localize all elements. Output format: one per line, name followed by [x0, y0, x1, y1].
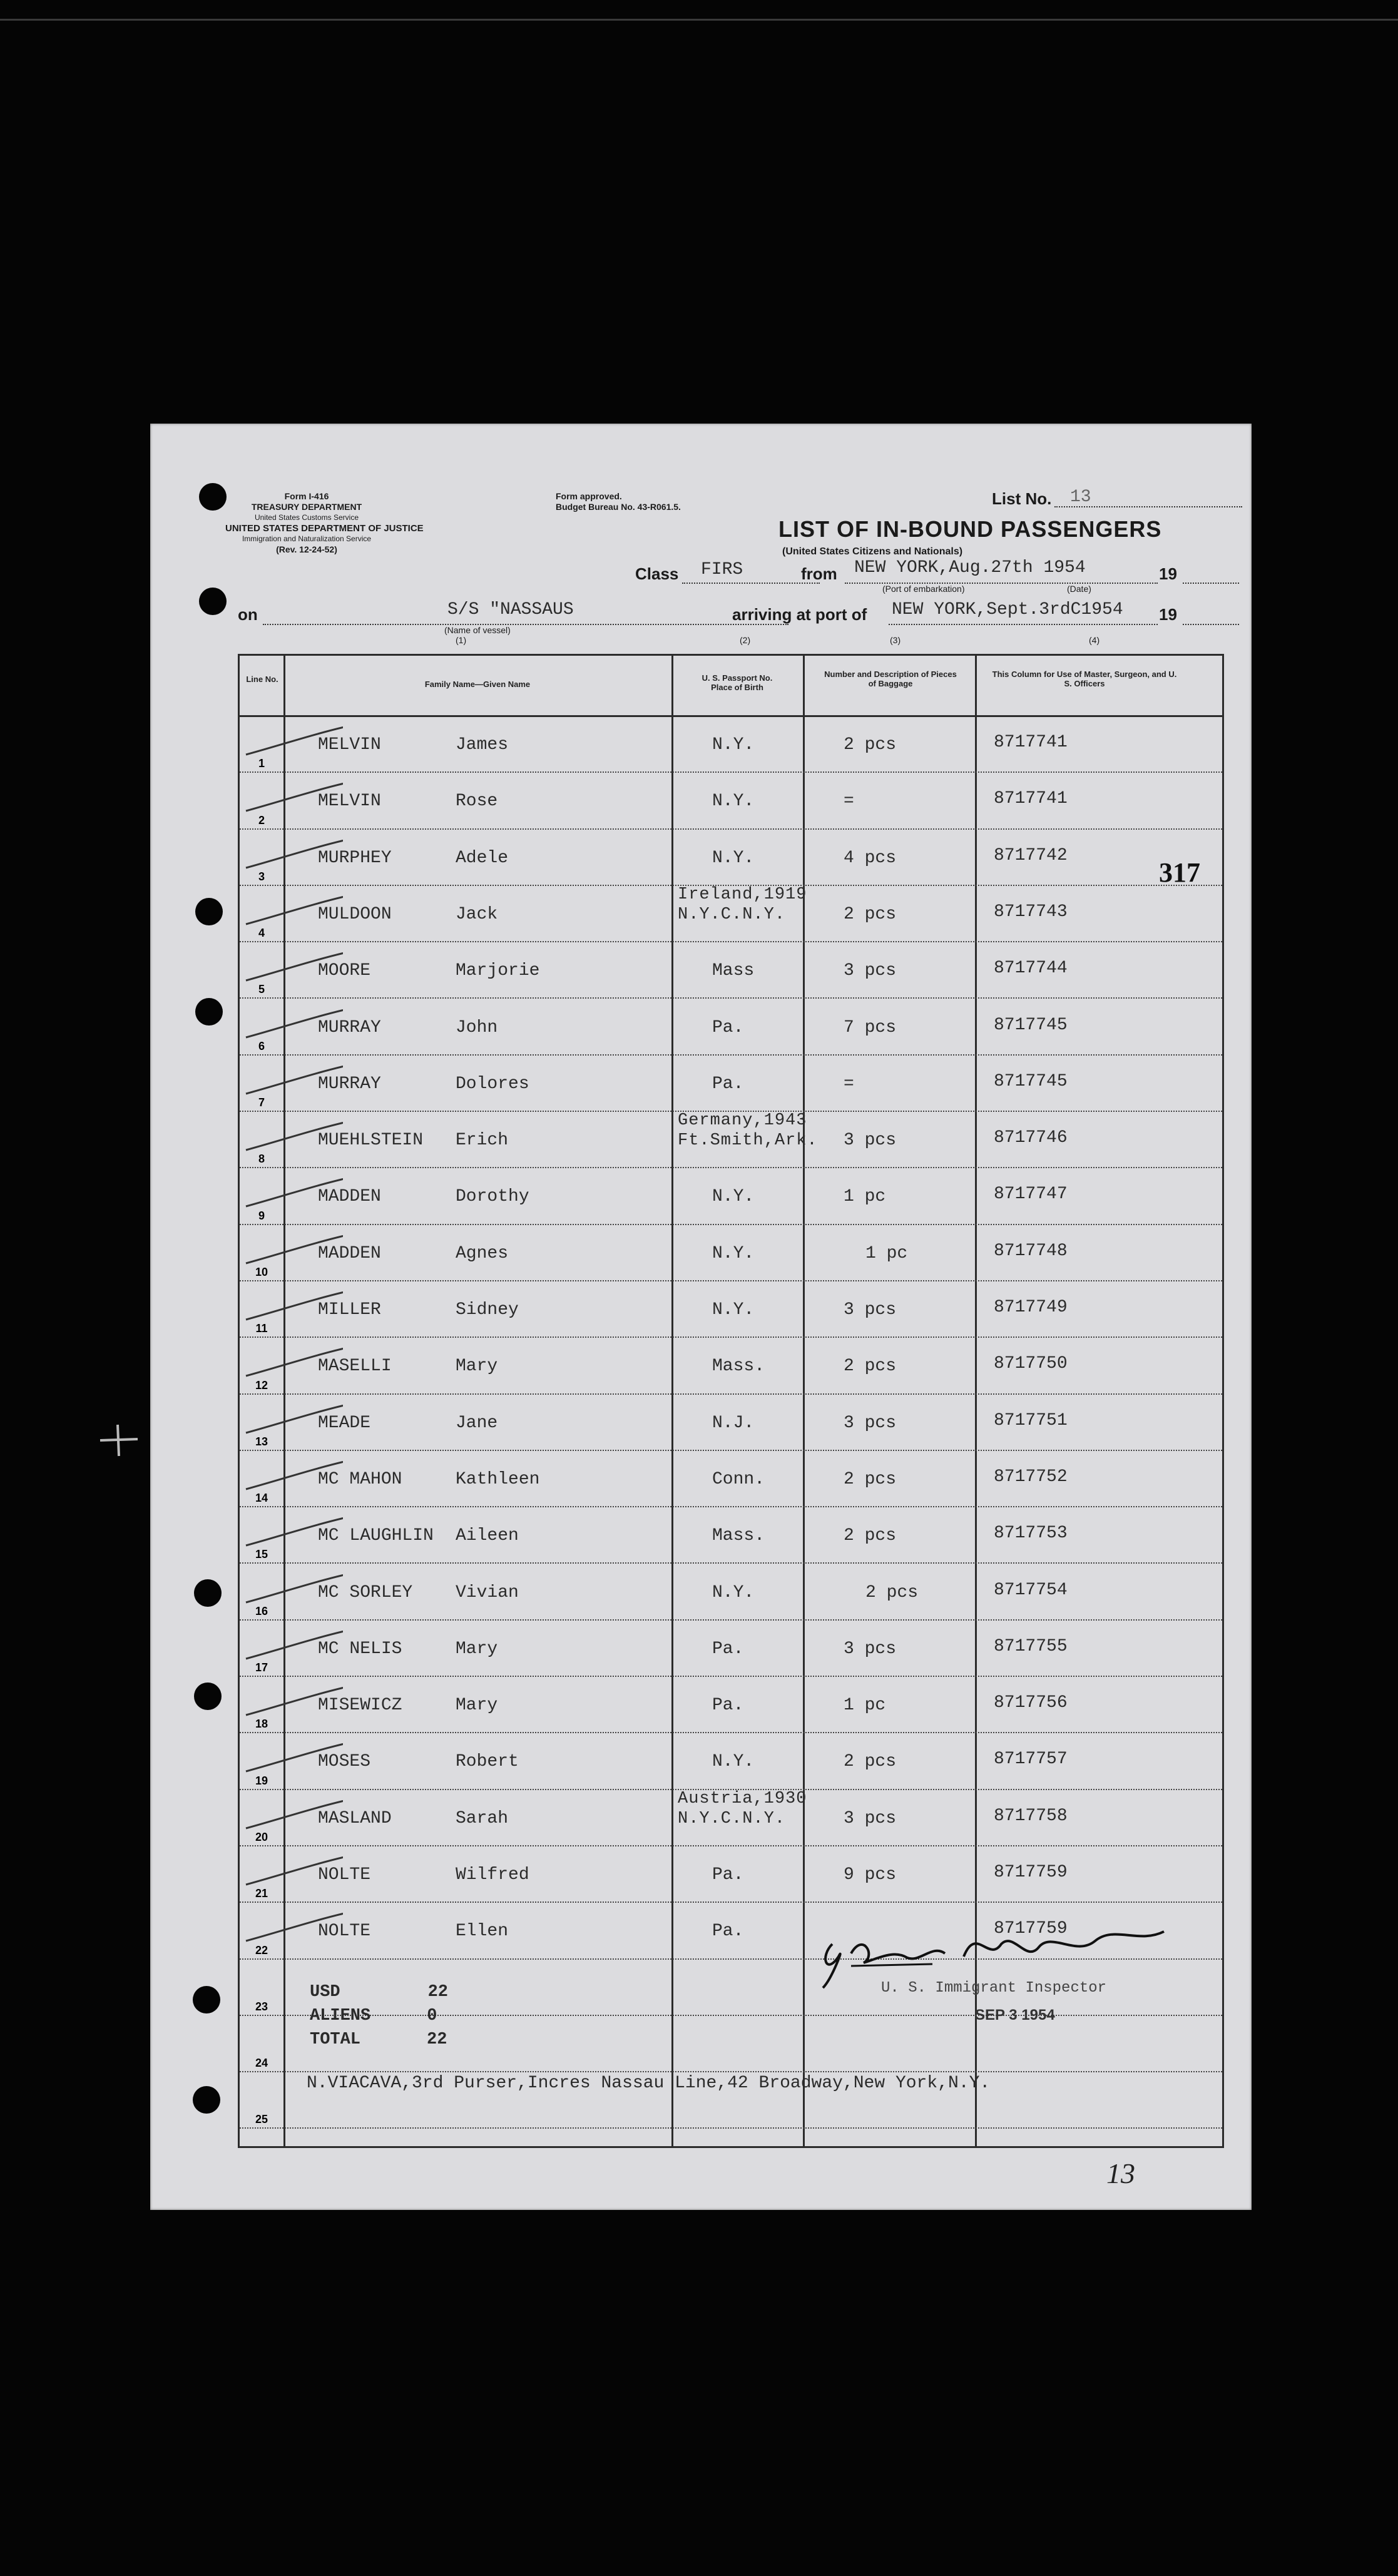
table-row [240, 1280, 1222, 1338]
line-number: 13 [255, 1435, 268, 1448]
form-header-left [225, 491, 424, 555]
vessel-caption: (Name of vessel) [444, 625, 511, 635]
line-number: 11 [255, 1322, 268, 1335]
punch-hole [193, 2086, 220, 2114]
check-mark [243, 1229, 343, 1266]
given-name: Ellen [456, 1922, 509, 1942]
given-name: Aileen [456, 1526, 519, 1546]
baggage-count: 1 pc [865, 1243, 908, 1263]
baggage-count: 3 pcs [844, 1639, 897, 1659]
given-name: Sidney [456, 1300, 519, 1320]
check-mark [243, 1455, 343, 1492]
punch-hole [193, 1986, 220, 2013]
officer-code: 8717746 [994, 1128, 1068, 1148]
ins-service: Immigration and Naturalization Service [242, 534, 372, 543]
table-row [240, 1676, 1222, 1733]
punch-hole [194, 1579, 222, 1607]
line-number: 16 [255, 1604, 268, 1617]
officer-code: 8717748 [994, 1241, 1068, 1261]
check-mark [243, 1624, 343, 1662]
table-row [240, 1563, 1222, 1621]
revision: (Rev. 12-24-52) [276, 544, 337, 554]
list-number: 13 [1070, 487, 1091, 507]
line-number: 1 [258, 757, 265, 770]
officer-code: 8717752 [994, 1467, 1068, 1487]
total-label: TOTAL [310, 2030, 361, 2049]
officer-code: 8717741 [994, 789, 1068, 809]
birth-place: N.Y. [712, 1300, 755, 1320]
purser-line: N.VIACAVA,3rd Purser,Incres Nassau Line,42 Broadway,New York,N.Y. [307, 2074, 991, 2093]
given-name: Robert [456, 1752, 519, 1772]
table-row [240, 885, 1222, 942]
birth-place: Pa. [712, 1639, 744, 1659]
year-line-2 [1183, 623, 1239, 625]
given-name: Mary [456, 1639, 498, 1659]
check-mark [243, 1398, 343, 1436]
check-mark [243, 1681, 343, 1718]
table-row [240, 1789, 1222, 1846]
margin-number: 317 [1159, 857, 1200, 888]
arrival-value: NEW YORK,Sept.3rdC1954 [892, 600, 1123, 619]
baggage-count: 4 pcs [844, 848, 897, 868]
officer-code: 8717749 [994, 1298, 1068, 1317]
birth-place: N.Y. [712, 792, 755, 812]
check-mark [243, 1850, 343, 1888]
baggage-count: 1 pc [844, 1187, 886, 1207]
family-name: MELVIN [318, 792, 381, 812]
birth-place: Pa. [712, 1074, 744, 1094]
aliens-row [310, 2004, 448, 2028]
line-number: 17 [255, 1661, 268, 1674]
birth-place: Conn. [712, 1469, 765, 1489]
aliens-count: 0 [427, 2007, 437, 2025]
family-name: MOSES [318, 1752, 371, 1772]
manifest-page [150, 424, 1252, 2210]
officer-code: 8717754 [994, 1580, 1068, 1600]
arrival-line [889, 623, 1158, 625]
baggage-count: 3 pcs [844, 1413, 897, 1433]
given-name: Adele [456, 848, 509, 868]
usd-count: 22 [427, 1983, 449, 2002]
given-name: Mary [456, 1696, 498, 1716]
check-mark [243, 1568, 343, 1606]
family-name: MOORE [318, 961, 371, 981]
family-name: MASLAND [318, 1808, 392, 1828]
line-number: 19 [255, 1774, 268, 1787]
baggage-count: 2 pcs [844, 1526, 897, 1546]
baggage-count: 2 pcs [844, 904, 897, 924]
line-number: 23 [255, 2000, 268, 2013]
birth-place: Pa. [712, 1865, 744, 1885]
line-number: 5 [258, 983, 265, 996]
baggage-count: 1 pc [844, 1696, 886, 1716]
family-name: MELVIN [318, 735, 381, 755]
baggage-count: 3 pcs [844, 961, 897, 981]
birth-place: Pa. [712, 1017, 744, 1037]
family-name: MISEWICZ [318, 1696, 402, 1716]
officer-code: 8717756 [994, 1693, 1068, 1713]
column-number-4: (4) [1089, 635, 1100, 645]
line-number: 4 [258, 927, 265, 940]
given-name: Marjorie [456, 961, 540, 981]
line-number: 7 [258, 1096, 265, 1109]
line-number: 15 [255, 1548, 268, 1561]
column-number-1: (1) [456, 635, 467, 645]
given-name: Erich [456, 1131, 509, 1151]
officer-code: 8717750 [994, 1354, 1068, 1374]
vessel-line [263, 623, 788, 625]
officer-code: 8717758 [994, 1806, 1068, 1826]
vessel-name: S/S "NASSAUS [447, 600, 574, 619]
officer-code: 8717759 [994, 1863, 1068, 1882]
scan-top-line [0, 19, 1398, 21]
header-passport: U. S. Passport No. Place of Birth [702, 673, 773, 692]
year-line-1 [1183, 581, 1239, 584]
family-name: MURPHEY [318, 848, 392, 868]
header-line-no: Line No. [246, 675, 278, 684]
given-name: Jane [456, 1413, 498, 1433]
line-number: 18 [255, 1718, 268, 1731]
table-row [240, 771, 1222, 829]
given-name: Wilfred [456, 1865, 529, 1885]
justice-dept: UNITED STATES DEPARTMENT OF JUSTICE [225, 523, 424, 534]
table-row [240, 715, 1222, 773]
given-name: Mary [456, 1357, 498, 1377]
officer-code: 8717759 [994, 1919, 1068, 1939]
check-mark [243, 720, 343, 758]
line-number: 2 [258, 813, 265, 827]
table-row [240, 1167, 1222, 1224]
given-name: Sarah [456, 1808, 509, 1828]
class-label: Class [635, 564, 679, 583]
treasury-dept: TREASURY DEPARTMENT [251, 502, 362, 512]
line-number: 25 [255, 2113, 268, 2126]
line-number: 12 [255, 1378, 268, 1392]
table-row [240, 828, 1222, 886]
form-number: Form I-416 [284, 491, 329, 501]
budget-text: Budget Bureau No. 43-R061.5. [556, 502, 681, 512]
given-name: Agnes [456, 1243, 509, 1263]
on-label: on [238, 605, 258, 624]
officer-code: 8717744 [994, 959, 1068, 979]
check-mark [243, 1172, 343, 1209]
family-name: MC NELIS [318, 1639, 402, 1659]
baggage-count: 3 pcs [844, 1131, 897, 1151]
line-number: 22 [255, 1943, 268, 1957]
given-name: Jack [456, 904, 498, 924]
birth-place: Germany,1943 Ft.Smith,Ark. [678, 1111, 818, 1151]
table-row [240, 1732, 1222, 1789]
header-officers: This Column for Use of Master, Surgeon, and U. S. Officers [992, 669, 1177, 688]
check-mark [243, 1003, 343, 1041]
officer-code: 8717747 [994, 1184, 1068, 1204]
officer-code: 8717753 [994, 1524, 1068, 1544]
aliens-label: ALIENS [310, 2007, 371, 2025]
birth-place: N.Y. [712, 1752, 755, 1772]
punch-hole [195, 998, 223, 1026]
punch-hole [199, 483, 227, 511]
baggage-count: 2 pcs [844, 735, 897, 755]
table-row [240, 941, 1222, 999]
check-mark [243, 1737, 343, 1774]
birth-place: N.J. [712, 1413, 755, 1433]
officer-code: 8717741 [994, 733, 1068, 752]
birth-place: Austria,1930 N.Y.C.N.Y. [678, 1789, 807, 1828]
from-label: from [801, 564, 837, 583]
table-row [240, 1450, 1222, 1507]
baggage-count: 2 pcs [844, 1357, 897, 1377]
birth-place: N.Y. [712, 1243, 755, 1263]
table-row [240, 1054, 1222, 1112]
page-number: 13 [1106, 2157, 1135, 2189]
line-number: 21 [255, 1887, 268, 1900]
baggage-count: = [844, 1074, 854, 1094]
check-mark [243, 1511, 343, 1549]
officer-code: 8717755 [994, 1636, 1068, 1656]
punch-hole [195, 898, 223, 925]
baggage-count: 2 pcs [865, 1582, 919, 1602]
family-name: MURRAY [318, 1017, 381, 1037]
totals-block [310, 1980, 448, 2052]
check-mark [243, 833, 343, 871]
family-name: NOLTE [318, 1865, 371, 1885]
line-number: 24 [255, 2057, 268, 2070]
baggage-count: 3 pcs [844, 1808, 897, 1828]
header-baggage: Number and Description of Pieces of Baggage [824, 669, 957, 688]
table-row [240, 998, 1222, 1056]
line-number: 3 [258, 870, 265, 883]
header-name: Family Name—Given Name [424, 680, 531, 689]
baggage-count: 2 pcs [844, 1752, 897, 1772]
officer-code: 8717745 [994, 1015, 1068, 1035]
inspector-title: U. S. Immigrant Inspector [881, 1980, 1107, 1997]
family-name: MC MAHON [318, 1469, 402, 1489]
officer-code: 8717757 [994, 1749, 1068, 1769]
class-line [682, 581, 820, 584]
list-number-label: List No. [992, 489, 1052, 508]
given-name: John [456, 1017, 498, 1037]
from-value: NEW YORK,Aug.27th 1954 [854, 558, 1086, 578]
officer-code: 8717745 [994, 1071, 1068, 1091]
line-number: 6 [258, 1039, 265, 1052]
line-number: 10 [255, 1265, 268, 1278]
birth-place: Pa. [712, 1696, 744, 1716]
margin-cross-mark [94, 1422, 144, 1459]
family-name: MC LAUGHLIN [318, 1526, 434, 1546]
date-stamp: SEP 3 1954 [975, 2007, 1055, 2024]
class-value: FIRS [701, 560, 743, 579]
table-row [240, 1845, 1222, 1903]
page-subtitle: (United States Citizens and Nationals) [782, 546, 963, 557]
punch-hole [194, 1683, 222, 1710]
usd-row [310, 1980, 448, 2004]
port-embark-caption: (Port of embarkation) [882, 584, 965, 594]
birth-place: Ireland,1919 N.Y.C.N.Y. [678, 885, 807, 924]
check-mark [243, 1116, 343, 1153]
family-name: NOLTE [318, 1922, 371, 1942]
check-mark [243, 776, 343, 814]
column-number-3: (3) [890, 635, 901, 645]
baggage-count: 9 pcs [844, 1865, 897, 1885]
family-name: MULDOON [318, 904, 392, 924]
customs-service: United States Customs Service [254, 513, 359, 522]
baggage-count: 2 pcs [844, 1469, 897, 1489]
birth-place: Mass. [712, 1526, 765, 1546]
check-mark [243, 1285, 343, 1323]
family-name: MASELLI [318, 1357, 392, 1377]
total-row [310, 2028, 448, 2052]
family-name: MURRAY [318, 1074, 381, 1094]
given-name: Vivian [456, 1582, 519, 1602]
officer-code: 8717751 [994, 1410, 1068, 1430]
line-number: 14 [255, 1492, 268, 1505]
family-name: MEADE [318, 1413, 371, 1433]
check-mark [243, 1907, 343, 1944]
date-caption: (Date) [1067, 584, 1091, 594]
birth-place: N.Y. [712, 848, 755, 868]
check-mark [243, 890, 343, 927]
year-label-2: 19 [1159, 605, 1177, 624]
birth-place: Mass. [712, 1357, 765, 1377]
officer-code: 8717743 [994, 902, 1068, 922]
table-row [240, 1506, 1222, 1564]
family-name: MADDEN [318, 1187, 381, 1207]
given-name: Dolores [456, 1074, 529, 1094]
table-row [240, 1111, 1222, 1168]
baggage-count: 3 pcs [844, 1300, 897, 1320]
form-approval [556, 491, 681, 512]
line-number: 9 [258, 1209, 265, 1222]
arriving-label: arriving at port of [732, 605, 867, 624]
birth-place: N.Y. [712, 1582, 755, 1602]
given-name: James [456, 735, 509, 755]
birth-place: N.Y. [712, 1187, 755, 1207]
baggage-count: = [844, 792, 854, 812]
birth-place: N.Y. [712, 735, 755, 755]
baggage-count: 7 pcs [844, 1017, 897, 1037]
check-mark [243, 1794, 343, 1831]
column-number-2: (2) [740, 635, 751, 645]
table-row [240, 1619, 1222, 1677]
family-name: MILLER [318, 1300, 381, 1320]
approved-text: Form approved. [556, 491, 622, 501]
family-name: MC SORLEY [318, 1582, 413, 1602]
punch-hole [199, 588, 227, 615]
usd-label: USD [310, 1983, 340, 2002]
birth-place: Mass [712, 961, 755, 981]
given-name: Rose [456, 792, 498, 812]
page-title: LIST OF IN-BOUND PASSENGERS [778, 516, 1162, 542]
given-name: Dorothy [456, 1187, 529, 1207]
check-mark [243, 946, 343, 984]
year-label-1: 19 [1159, 564, 1177, 583]
table-row [240, 1393, 1222, 1451]
family-name: MUEHLSTEIN [318, 1131, 424, 1151]
check-mark [243, 1059, 343, 1097]
officer-code: 8717742 [994, 845, 1068, 865]
line-number: 8 [258, 1153, 265, 1166]
table-row [240, 1336, 1222, 1394]
family-name: MADDEN [318, 1243, 381, 1263]
given-name: Kathleen [456, 1469, 540, 1489]
total-count: 22 [427, 2030, 447, 2049]
check-mark [243, 1341, 343, 1379]
line-number: 20 [255, 1830, 268, 1843]
table-row [240, 1224, 1222, 1281]
birth-place: Pa. [712, 1922, 744, 1942]
